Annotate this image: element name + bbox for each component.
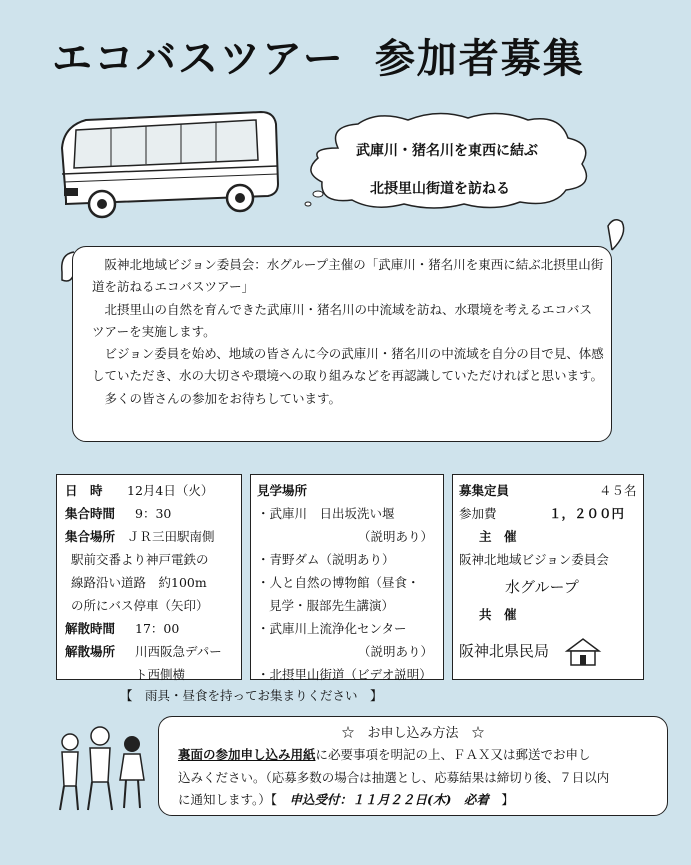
apply-heading: ☆ お申し込み方法 ☆ <box>341 726 485 741</box>
dismiss-time-label: 解散時間 <box>65 621 116 636</box>
dismiss-place-value: 川西阪急デパー <box>135 644 222 659</box>
apply-text-4: 】 <box>501 792 514 807</box>
apply-text-1: に必要事項を明記の上、ＦＡＸ又は郵送でお申し <box>315 747 591 762</box>
tour-item-2: ・青野ダム（説明あり） <box>257 552 395 567</box>
tour-item-3: ・人と自然の博物館（昼食・ <box>257 575 420 590</box>
apply-text-3: に通知します。）【 <box>178 792 278 807</box>
intro-paragraph-1: 阪神北地域ビジョン委員会：水グループ主催の「武庫川・猪名川を東西に結ぶ北摂里山街道を訪ねるエコバスツアー」 <box>92 257 604 295</box>
fee-label: 参加費 <box>459 506 497 521</box>
intro-paragraph-4: 多くの皆さんの参加をお待ちしています。 <box>104 390 342 406</box>
dismiss-place-label: 解散場所 <box>65 644 116 659</box>
notice-bring-items: 【 雨具・昼食を持ってお集まりください 】 <box>120 688 383 703</box>
page-title <box>52 34 652 84</box>
host-1: 阪神北地域ビジョン委員会 <box>459 552 609 567</box>
bus-illustration <box>56 108 282 226</box>
intro-paragraph-3: ビジョン委員を始め、地域の皆さんに今の武庫川・猪名川の中流域を自分の目で見、体感していただき、水の大切さや環境への取り組みなどを再認識していただければと思います。 <box>92 346 604 384</box>
host-label: 主 催 <box>479 529 517 544</box>
tour-item-5: ・北摂里山街道（ビデオ説明） <box>257 667 432 682</box>
intro-text <box>92 254 604 410</box>
meet-place-value: ＪＲ三田駅南側 <box>127 529 215 544</box>
apply-deadline: 申込受付：１１月２２日(木) 必着 <box>289 792 489 807</box>
tour-item-1: ・武庫川 日出坂洗い堰 <box>257 506 395 521</box>
dismiss-place-value-2: ト西側横 <box>135 667 186 682</box>
cohost-label: 共 催 <box>479 607 517 622</box>
meet-place-detail-2: 線路沿い道路 約100m <box>71 575 207 590</box>
tour-item-4: ・武庫川上流浄化センター <box>257 621 407 636</box>
apply-text-2: 込みください。（応募多数の場合は抽選とし、応募結果は締切り後、７日以内 <box>178 769 610 785</box>
capacity-label: 募集定員 <box>459 483 510 498</box>
house-icon <box>563 635 603 667</box>
tour-item-4-note: （説明あり） <box>357 644 433 659</box>
host-2: 水グループ <box>505 578 579 596</box>
cloud-line-1: 武庫川・猪名川を東西に結ぶ <box>356 143 538 159</box>
date-label: 日 時 <box>65 483 103 498</box>
intro-paragraph-2: 北摂里山の自然を育んできた武庫川・猪名川の中流域を訪ね、水環境を考えるエコバスツアーを実施します。 <box>92 301 593 339</box>
tour-panel <box>250 474 444 680</box>
recruit-panel <box>452 474 644 680</box>
tour-heading: 見学場所 <box>257 483 308 498</box>
date-value: 12月4日（火） <box>127 483 214 498</box>
meet-place-detail-1: 駅前交番より神戸電鉄の <box>71 552 209 567</box>
apply-form-link: 裏面の参加申し込み用紙 <box>178 747 316 762</box>
capacity-value: ４５名 <box>599 483 637 498</box>
meet-time-label: 集合時間 <box>65 506 116 521</box>
schedule-panel <box>56 474 242 680</box>
cohost: 阪神北県民局 <box>459 642 550 660</box>
title-part1: エコバスツアー <box>52 36 345 82</box>
people-illustration <box>50 720 156 816</box>
title-part2: 参加者募集 <box>374 36 585 82</box>
tour-item-3-cont: 見学・服部先生講演） <box>269 598 395 613</box>
cloud-line-2: 北摂里山街道を訪ねる <box>370 181 510 197</box>
apply-body <box>178 744 658 812</box>
meet-place-detail-3: の所にバス停車（矢印） <box>71 598 209 613</box>
meet-place-label: 集合場所 <box>65 529 116 544</box>
dismiss-time-value: 17：00 <box>135 621 180 636</box>
meet-time-value: 9：30 <box>135 506 172 521</box>
tour-item-1-note: （説明あり） <box>357 529 433 544</box>
fee-value: １，２００円 <box>549 506 625 521</box>
